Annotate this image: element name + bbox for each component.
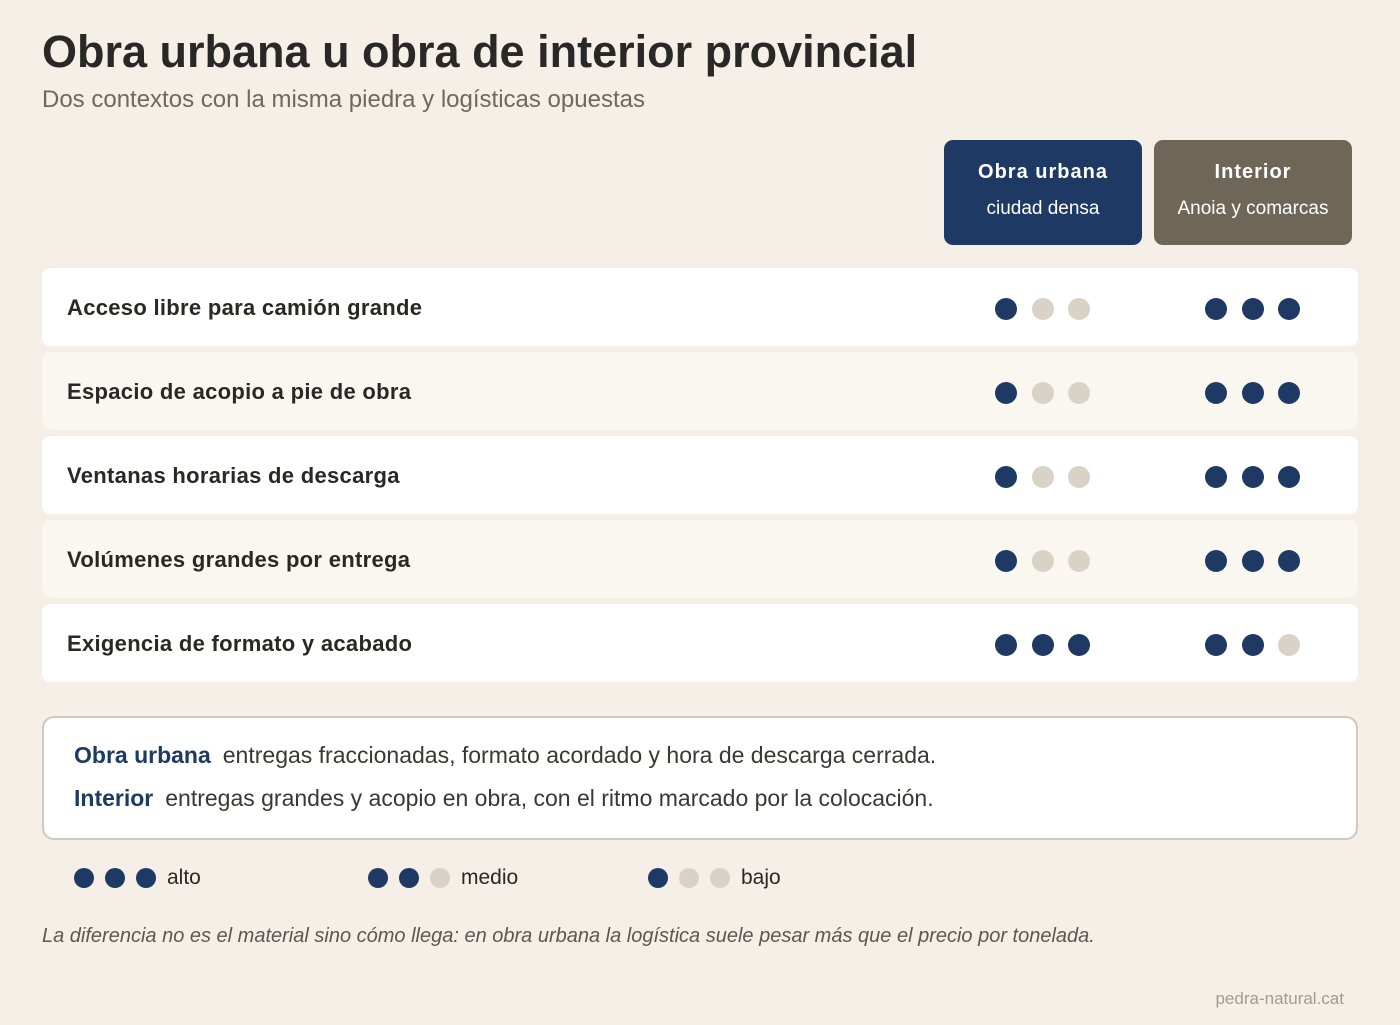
comparison-row [42, 604, 1358, 682]
rating-dot-empty [1032, 298, 1054, 320]
rating-dot-empty [1068, 466, 1090, 488]
urban-rating [995, 634, 1105, 656]
column-header-urban-name: Obra urbana [978, 161, 1108, 183]
column-header-interior-name: Interior [1214, 161, 1292, 183]
notes-box [42, 716, 1358, 840]
legend-dots [368, 868, 461, 888]
rating-dot-empty [679, 868, 699, 888]
comparison-row [42, 352, 1358, 430]
rating-dot-filled [648, 868, 668, 888]
rating-dot-filled [1242, 298, 1264, 320]
note-urban [74, 742, 936, 769]
rating-dot-filled [1205, 466, 1227, 488]
interior-rating [1205, 466, 1315, 488]
row-label: Acceso libre para camión grande [67, 295, 423, 320]
rating-dot-filled [995, 298, 1017, 320]
legend-item-low [648, 866, 781, 890]
legend-item-high [74, 866, 201, 890]
rating-dot-filled [74, 868, 94, 888]
rating-dot-empty [1032, 466, 1054, 488]
rating-dot-filled [995, 550, 1017, 572]
legend-dots [648, 868, 741, 888]
rating-dot-filled [399, 868, 419, 888]
comparison-rows [42, 268, 1358, 688]
rating-dot-empty [430, 868, 450, 888]
column-header-interior-sub: Anoia y comarcas [1177, 198, 1329, 219]
rating-dot-filled [1278, 382, 1300, 404]
legend-label: medio [461, 866, 519, 889]
row-label: Ventanas horarias de descarga [67, 463, 400, 488]
page-subtitle: Dos contextos con la misma piedra y logísticas opuestas [42, 86, 645, 113]
note-interior-key: Interior [74, 785, 154, 811]
rating-dot-filled [1278, 550, 1300, 572]
column-header-urban [944, 140, 1142, 245]
rating-dot-filled [105, 868, 125, 888]
row-label: Volúmenes grandes por entrega [67, 547, 411, 572]
interior-rating [1205, 550, 1315, 572]
rating-dot-empty [1068, 382, 1090, 404]
urban-rating [995, 466, 1105, 488]
rating-dot-filled [1205, 634, 1227, 656]
note-interior [74, 785, 934, 812]
rating-dot-filled [1242, 550, 1264, 572]
note-urban-key: Obra urbana [74, 742, 211, 768]
rating-dot-empty [1068, 298, 1090, 320]
column-header-urban-sub: ciudad densa [986, 198, 1100, 219]
rating-dot-filled [1242, 634, 1264, 656]
note-interior-text: entregas grandes y acopio en obra, con el ritmo marcado por la colocación. [165, 785, 934, 811]
rating-dot-filled [995, 634, 1017, 656]
rating-dot-filled [1278, 298, 1300, 320]
interior-rating [1205, 382, 1315, 404]
rating-dot-empty [710, 868, 730, 888]
legend-label: bajo [741, 866, 781, 889]
page-title: Obra urbana u obra de interior provincial [42, 26, 918, 77]
rating-dot-filled [995, 382, 1017, 404]
source-credit: pedra-natural.cat [1215, 989, 1344, 1008]
rating-dot-empty [1032, 382, 1054, 404]
urban-rating [995, 298, 1105, 320]
comparison-row [42, 268, 1358, 346]
rating-dot-filled [1242, 382, 1264, 404]
legend-item-medium [368, 866, 518, 890]
rating-dot-filled [368, 868, 388, 888]
note-urban-text: entregas fraccionadas, formato acordado y hora de descarga cerrada. [222, 742, 937, 768]
rating-dot-filled [136, 868, 156, 888]
rating-dot-empty [1278, 634, 1300, 656]
row-label: Exigencia de formato y acabado [67, 631, 413, 656]
rating-dot-filled [1032, 634, 1054, 656]
rating-dot-filled [1068, 634, 1090, 656]
interior-rating [1205, 298, 1315, 320]
row-label: Espacio de acopio a pie de obra [67, 379, 412, 404]
rating-dot-empty [1068, 550, 1090, 572]
comparison-row [42, 436, 1358, 514]
urban-rating [995, 382, 1105, 404]
legend-label: alto [167, 866, 201, 889]
rating-dot-filled [1278, 466, 1300, 488]
footnote: La diferencia no es el material sino cómo llega: en obra urbana la logística suele pesar más que el precio por tonelada. [42, 925, 1095, 947]
legend-dots [74, 868, 167, 888]
rating-dot-empty [1032, 550, 1054, 572]
rating-dot-filled [995, 466, 1017, 488]
rating-dot-filled [1242, 466, 1264, 488]
rating-dot-filled [1205, 550, 1227, 572]
interior-rating [1205, 634, 1315, 656]
urban-rating [995, 550, 1105, 572]
comparison-row [42, 520, 1358, 598]
rating-dot-filled [1205, 298, 1227, 320]
rating-dot-filled [1205, 382, 1227, 404]
column-header-interior [1154, 140, 1352, 245]
